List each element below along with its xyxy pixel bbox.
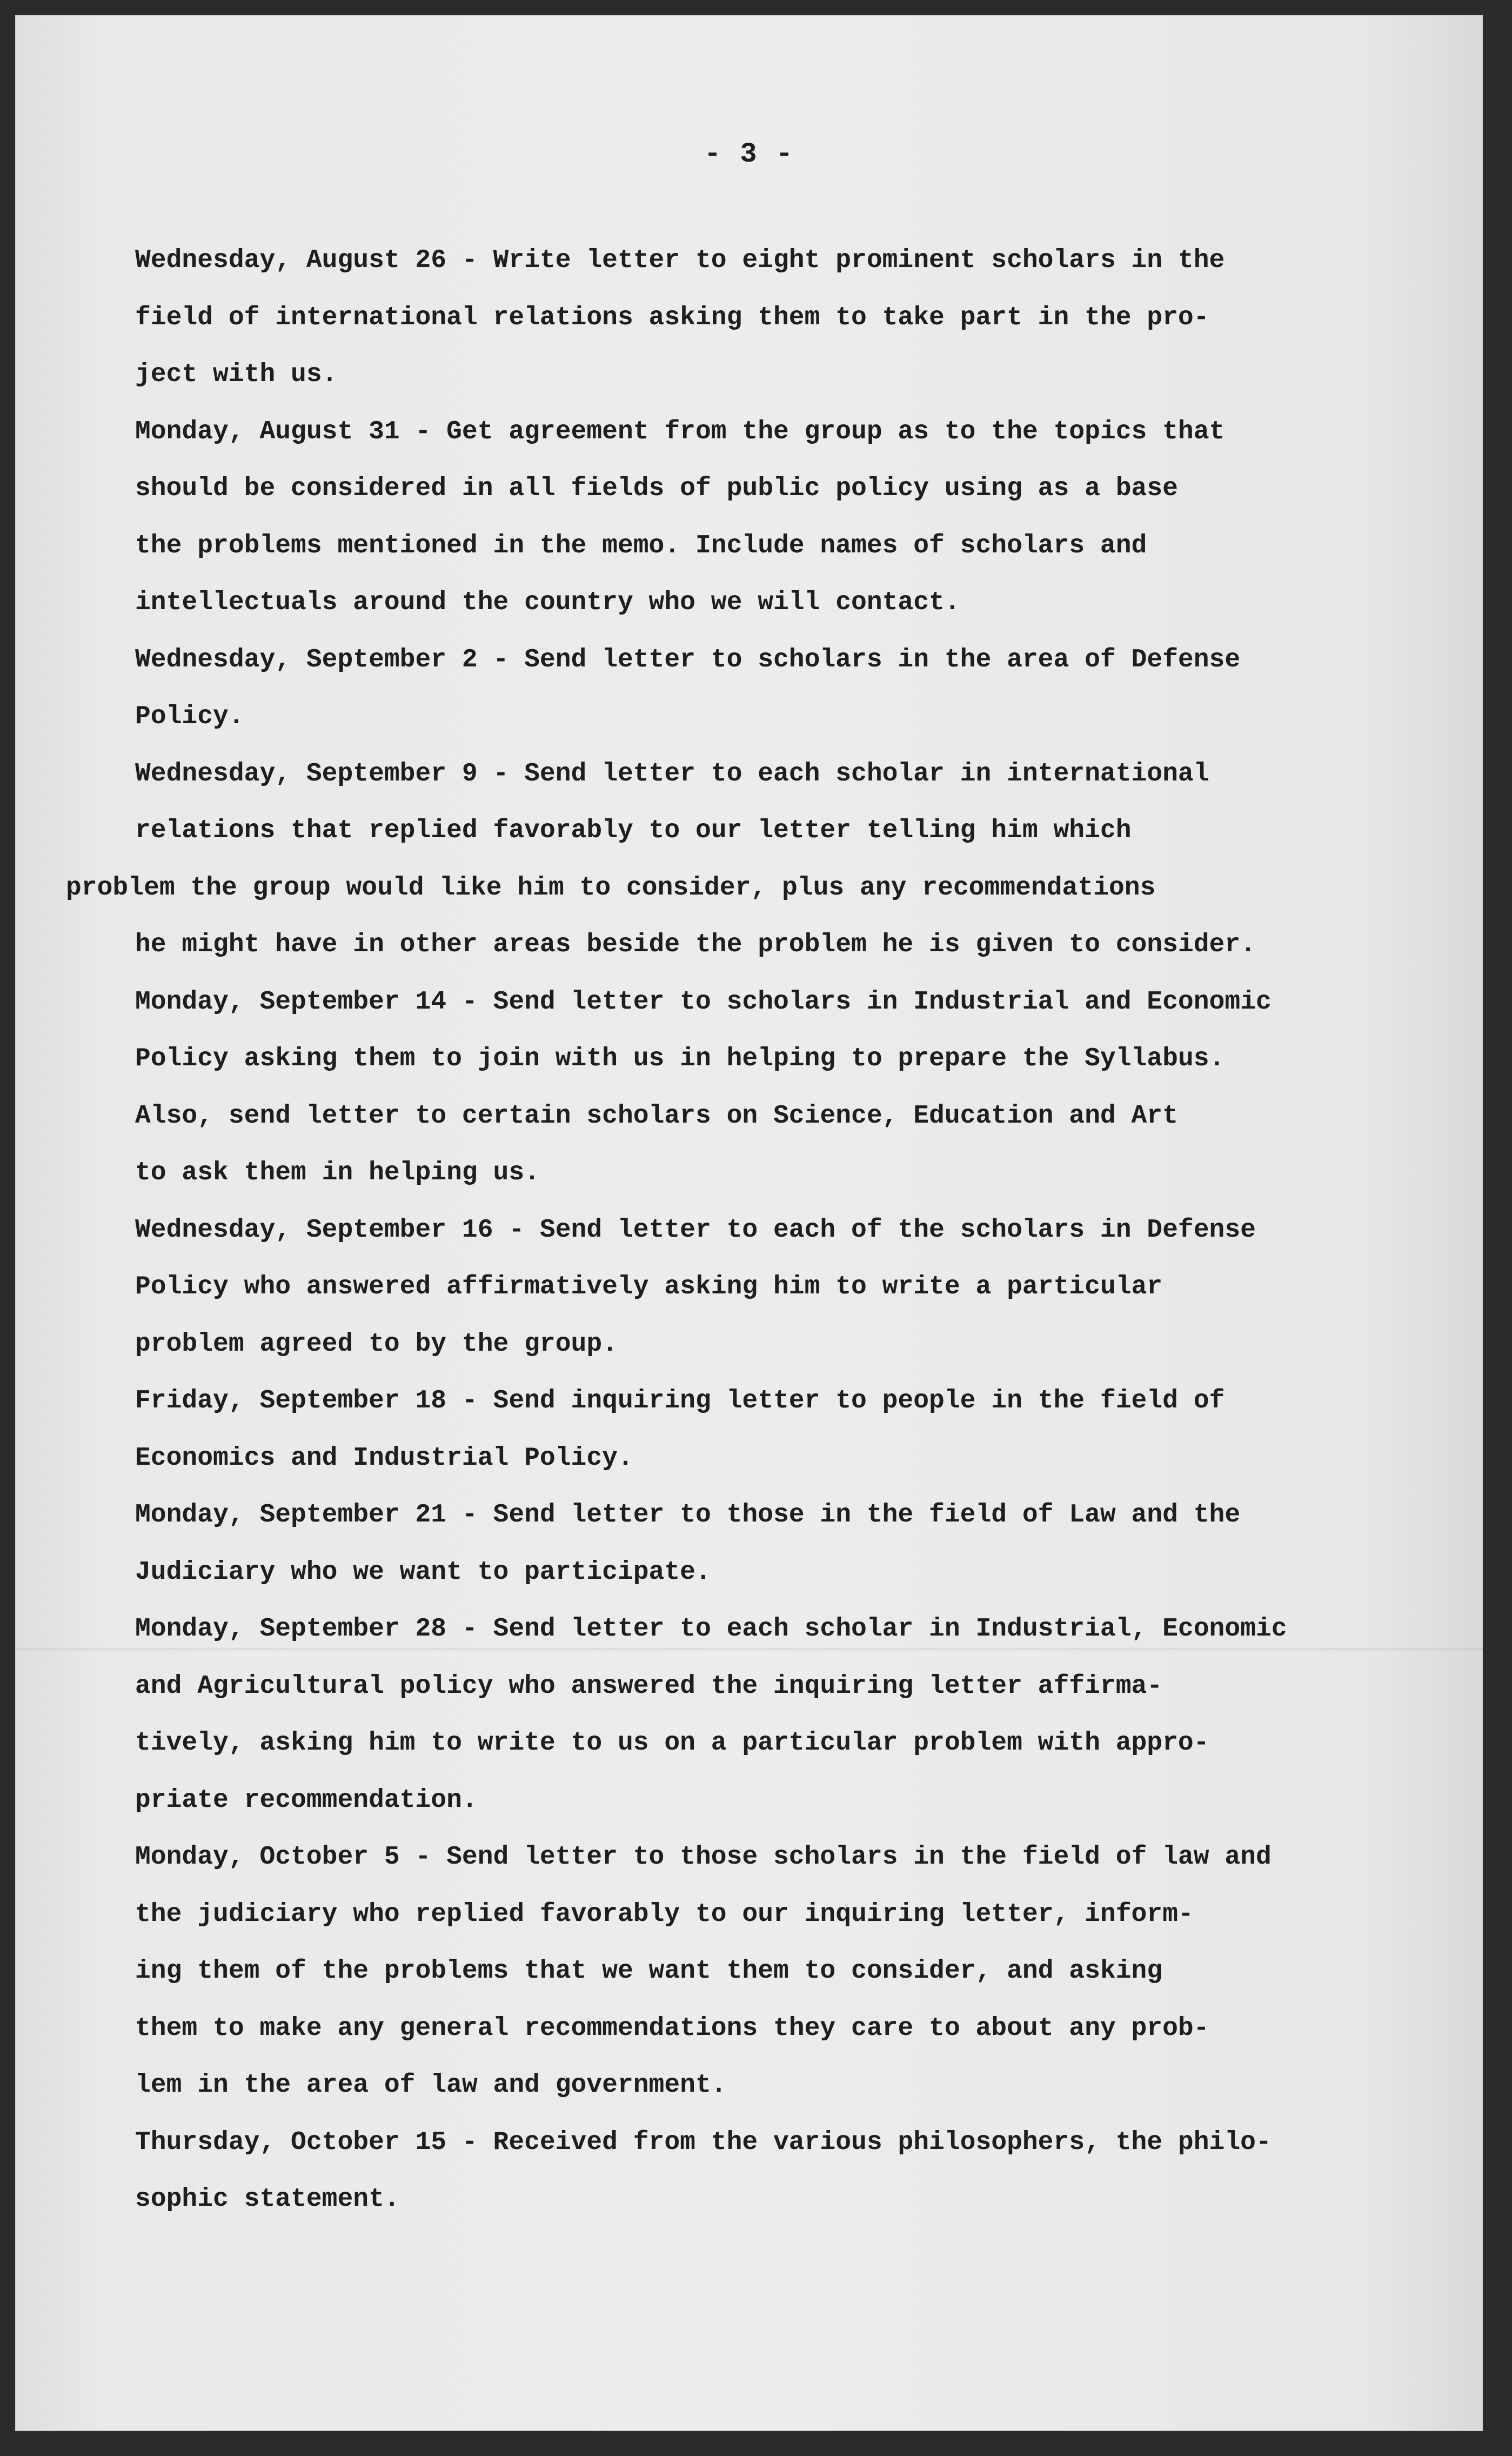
schedule-entry-sep-14 <box>135 974 1470 1202</box>
entry-line: the problems mentioned in the memo. Include names of scholars and <box>135 531 1147 560</box>
entry-line: sophic statement. <box>135 2185 400 2214</box>
schedule-entry-sep-16 <box>135 1202 1470 1373</box>
entry-line: tively, asking him to write to us on a particular problem with appro- <box>135 1728 1209 1758</box>
entry-line: field of international relations asking them to take part in the pro- <box>135 303 1209 332</box>
entry-line: Wednesday, September 2 - Send letter to scholars in the area of Defense <box>135 645 1241 675</box>
schedule-entry-sep-9 <box>66 746 1470 974</box>
document-page <box>15 15 1483 2431</box>
schedule-entries <box>66 232 1470 2228</box>
entry-line: the judiciary who replied favorably to our inquiring letter, inform- <box>135 1899 1194 1929</box>
entry-line: Monday, August 31 - Get agreement from the group as to the topics that <box>135 417 1225 446</box>
entry-line: ing them of the problems that we want them to consider, and asking <box>135 1957 1163 1986</box>
entry-line: relations that replied favorably to our letter telling him which <box>135 816 1132 845</box>
entry-line: problem agreed to by the group. <box>135 1329 618 1359</box>
entry-line: Policy. <box>135 702 244 731</box>
schedule-entry-sep-2 <box>135 632 1470 746</box>
schedule-entry-sep-21 <box>135 1487 1470 1601</box>
entry-line: and Agricultural policy who answered the inquiring letter affirma- <box>135 1671 1163 1701</box>
entry-line: Thursday, October 15 - Received from the various philosophers, the philo- <box>135 2127 1272 2157</box>
entry-line: problem the group would like him to consider, plus any recommendations <box>66 873 1156 903</box>
entry-line: Friday, September 18 - Send inquiring letter to people in the field of <box>135 1386 1225 1416</box>
entry-line: Monday, October 5 - Send letter to those scholars in the field of law and <box>135 1843 1272 1872</box>
entry-line: Monday, September 14 - Send letter to scholars in Industrial and Economic <box>135 987 1272 1017</box>
entry-line: to ask them in helping us. <box>135 1158 540 1187</box>
schedule-entry-sep-28 <box>135 1601 1470 1829</box>
schedule-entry-oct-5 <box>135 1829 1470 2114</box>
entry-line: them to make any general recommendations they care to about any prob- <box>135 2013 1209 2043</box>
entry-line: Economics and Industrial Policy. <box>135 1443 633 1473</box>
entry-line: Monday, September 28 - Send letter to each scholar in Industrial, Economic <box>135 1614 1287 1644</box>
schedule-entry-aug-31 <box>135 404 1470 632</box>
entry-line: ject with us. <box>135 360 338 389</box>
entry-line: Wednesday, September 9 - Send letter to each scholar in international <box>135 759 1209 789</box>
schedule-entry-aug-26 <box>135 232 1470 404</box>
entry-line: Policy asking them to join with us in helping to prepare the Syllabus. <box>135 1044 1225 1073</box>
entry-line: Wednesday, September 16 - Send letter to each of the scholars in Defense <box>135 1215 1256 1245</box>
entry-line: Wednesday, August 26 - Write letter to eight prominent scholars in the <box>135 246 1225 275</box>
entry-line: Monday, September 21 - Send letter to those in the field of Law and the <box>135 1500 1241 1530</box>
entry-line: priate recommendation. <box>135 1785 478 1815</box>
entry-line: should be considered in all fields of public policy using as a base <box>135 474 1178 503</box>
schedule-entry-oct-15 <box>135 2114 1470 2228</box>
schedule-entry-sep-18 <box>135 1373 1470 1487</box>
entry-line: intellectuals around the country who we will contact. <box>135 588 960 617</box>
entry-line: Judiciary who we want to participate. <box>135 1557 711 1587</box>
entry-line: Also, send letter to certain scholars on Science, Education and Art <box>135 1101 1178 1131</box>
entry-line: he might have in other areas beside the problem he is given to consider. <box>135 930 1256 959</box>
entry-line: lem in the area of law and government. <box>135 2071 727 2100</box>
entry-line: Policy who answered affirmatively asking him to write a particular <box>135 1272 1163 1302</box>
page-number: - 3 - <box>704 138 794 170</box>
